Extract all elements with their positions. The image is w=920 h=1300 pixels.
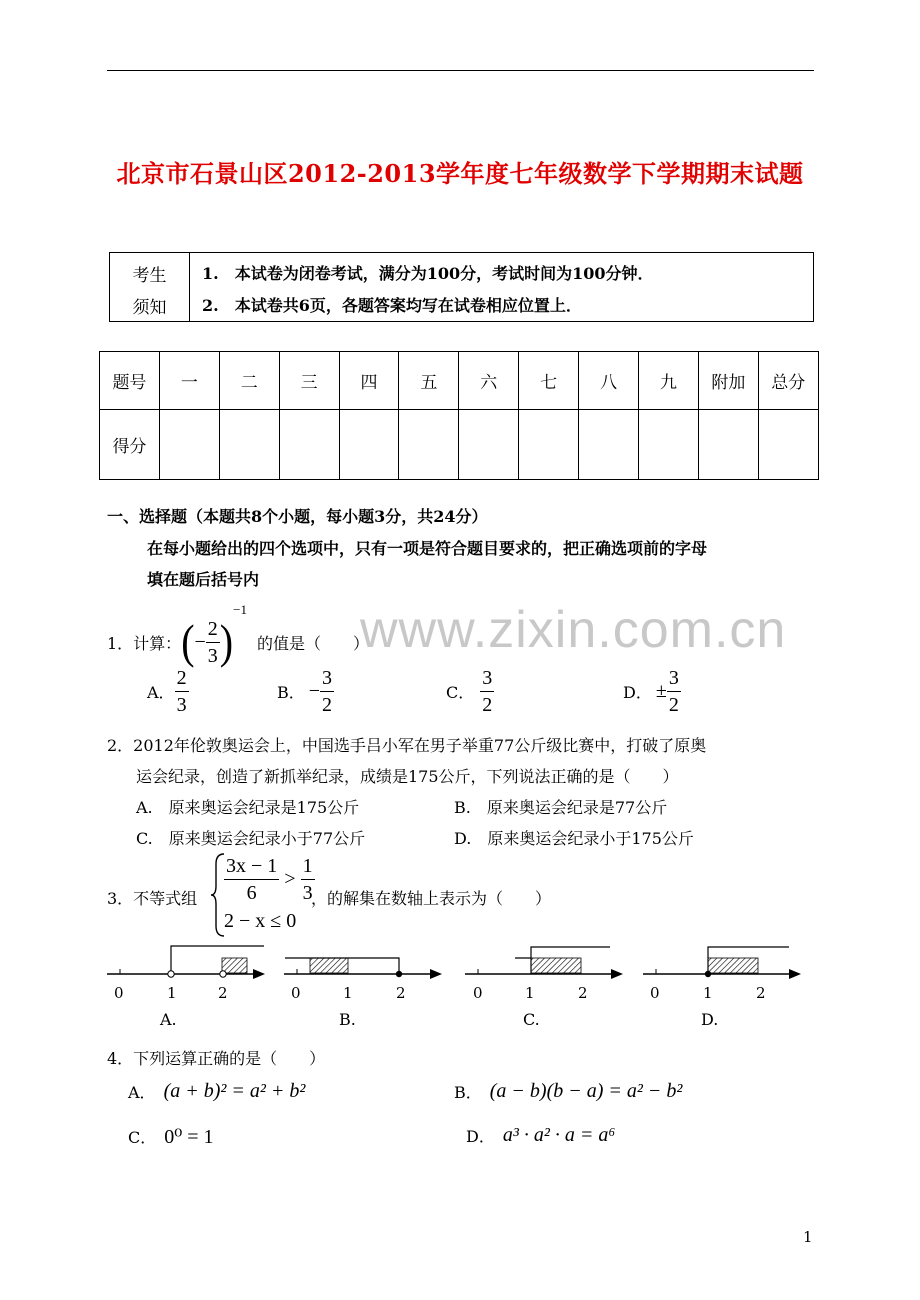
number-line-c[interactable] (463, 943, 633, 991)
q4-option-d[interactable] (466, 1124, 615, 1147)
inequality-2: 2 − x ≤ 0 (224, 910, 297, 932)
q2-option-b[interactable]: B. 原来奥运会纪录是77公斤 (454, 798, 668, 817)
page-number: 1 (803, 1228, 813, 1246)
option-label: C． (446, 683, 475, 702)
ineq1-rhs-den: 3 (302, 882, 313, 904)
q4-option-c[interactable] (128, 1124, 214, 1149)
q2-option-a[interactable]: A. 原来奥运会纪录是175公斤 (136, 798, 360, 817)
notice-item-2: 2. 本试卷共6页，各题答案均写在试卷相应位置上． (202, 296, 582, 315)
score-header-cell: 题号 (100, 352, 160, 410)
q2-stem-line2: 运会纪录，创造了新抓举纪录，成绩是175公斤，下列说法正确的是（ ） (136, 767, 679, 786)
tick-label-1: 1 (525, 984, 535, 1002)
score-header-cell: 五 (399, 352, 459, 410)
q3-prefix: 3．不等式组 (107, 889, 198, 908)
q1-prefix: 1．计算： (107, 633, 182, 653)
q1-den: 3 (207, 644, 218, 667)
score-header-cell: 六 (459, 352, 519, 410)
ineq1-numerator: 3x − 1 (226, 855, 278, 877)
option-sign: ± (655, 680, 667, 702)
q2-option-d[interactable]: D. 原来奥运会纪录小于175公斤 (454, 829, 694, 848)
score-table-header-row (100, 352, 819, 410)
score-header-cell: 二 (219, 352, 279, 410)
score-header-cell: 一 (159, 352, 219, 410)
score-header-cell: 三 (279, 352, 339, 410)
q1-option-b[interactable] (277, 668, 334, 715)
ineq1-relation: > (284, 868, 296, 890)
score-cell[interactable] (579, 410, 639, 480)
option-label: C． (128, 1128, 157, 1147)
tick-label-1: 1 (703, 984, 713, 1002)
score-header-cell: 附加 (698, 352, 758, 410)
option-fraction: $\frac{3}{2}$ (482, 667, 493, 716)
score-cell[interactable] (459, 410, 519, 480)
q2-option-c[interactable]: C. 原来奥运会纪录小于77公斤 (136, 829, 366, 848)
q1-num: 2 (207, 617, 218, 640)
score-cell[interactable] (219, 410, 279, 480)
tick-label-0: 0 (650, 984, 660, 1002)
score-cell[interactable] (698, 410, 758, 480)
score-row-label: 得分 (100, 410, 160, 480)
q1-option-d[interactable] (623, 668, 681, 715)
score-cell[interactable] (159, 410, 219, 480)
score-cell[interactable] (639, 410, 699, 480)
q1-neg: − (194, 630, 206, 653)
option-label: B． (277, 683, 305, 702)
q1-option-a[interactable] (147, 668, 189, 715)
tick-label-1: 1 (167, 984, 177, 1002)
score-cell[interactable] (399, 410, 459, 480)
section-instruction-line2: 填在题后括号内 (147, 570, 260, 589)
left-paren: ( (181, 614, 195, 669)
top-rule (107, 70, 814, 71)
option-expression: a³ · a² · a = a⁶ (502, 1124, 616, 1146)
option-expression: (a + b)² = a² + b² (163, 1080, 306, 1102)
score-header-cell: 九 (639, 352, 699, 410)
option-label: D． (623, 683, 652, 702)
tick-label-2: 2 (218, 984, 228, 1002)
q4-stem: 4．下列运算正确的是（ ） (107, 1049, 326, 1068)
score-header-cell: 七 (519, 352, 579, 410)
ineq1-denominator: 6 (246, 882, 257, 904)
page-title: 北京市石景山区2012-2013学年度七年级数学下学期期末试题 (116, 159, 804, 188)
option-expression: 0⁰ = 1 (164, 1126, 214, 1148)
q4-option-a[interactable] (128, 1080, 305, 1103)
ineq1-rhs-num: 1 (302, 855, 313, 877)
option-fraction: $\frac{3}{2}$ (322, 667, 333, 716)
q3-option-label-c: C. (523, 1010, 540, 1029)
option-label: A． (128, 1083, 156, 1102)
q1-exponent: −1 (233, 602, 247, 617)
number-line-a[interactable] (105, 943, 275, 991)
number-line-b[interactable] (282, 943, 452, 991)
q3-option-label-a: A. (160, 1010, 177, 1029)
notice-label-line1: 考生 (132, 266, 167, 286)
q3-option-label-d: D. (701, 1010, 719, 1029)
exam-notice-box (109, 252, 814, 322)
tick-label-2: 2 (396, 984, 406, 1002)
option-expression: (a − b)(b − a) = a² − b² (489, 1080, 683, 1102)
score-cell[interactable] (519, 410, 579, 480)
score-cell[interactable] (758, 410, 818, 480)
score-cell[interactable] (279, 410, 339, 480)
number-line-d[interactable] (641, 943, 811, 991)
tick-label-2: 2 (578, 984, 588, 1002)
q3-suffix: ，的解集在数轴上表示为（ ） (311, 889, 552, 908)
score-table-score-row (100, 410, 819, 480)
tick-label-0: 0 (473, 984, 483, 1002)
tick-label-1: 1 (343, 984, 353, 1002)
notice-label-line2: 须知 (132, 298, 167, 318)
score-header-cell: 八 (579, 352, 639, 410)
q3-option-label-b: B. (339, 1010, 356, 1029)
option-label: B． (454, 1083, 482, 1102)
tick-label-0: 0 (291, 984, 301, 1002)
tick-label-2: 2 (756, 984, 766, 1002)
q1-fraction (206, 619, 220, 666)
section-heading: 一、选择题（本题共8个小题，每小题3分，共24分） (107, 507, 488, 526)
watermark: www.zixin.com.cn (360, 601, 787, 659)
option-label: A． (147, 683, 175, 702)
q1-option-c[interactable] (446, 668, 494, 715)
option-label: D． (466, 1127, 495, 1146)
q2-stem-line1: 2．2012年伦敦奥运会上，中国选手吕小军在男子举重77公斤级比赛中，打破了原奥 (107, 736, 707, 755)
inequality-1 (224, 856, 315, 903)
q1-suffix: 的值是（ ） (256, 633, 369, 653)
score-header-cell: 总分 (758, 352, 818, 410)
section-instruction-line1: 在每小题给出的四个选项中，只有一项是符合题目要求的，把正确选项前的字母 (147, 539, 708, 558)
option-fraction: $\frac{3}{2}$ (668, 667, 679, 716)
q4-option-b[interactable] (454, 1080, 682, 1103)
notice-label (110, 253, 190, 321)
score-header-cell: 四 (339, 352, 399, 410)
question-1 (107, 602, 369, 672)
notice-item-1: 1. 本试卷为闭卷考试，满分为100分，考试时间为100分钟． (202, 264, 654, 283)
option-fraction: $\frac{2}{3}$ (176, 667, 187, 716)
tick-label-0: 0 (114, 984, 124, 1002)
score-table (99, 351, 819, 480)
right-paren: ) (219, 614, 234, 669)
option-sign: − (308, 680, 321, 702)
score-cell[interactable] (339, 410, 399, 480)
